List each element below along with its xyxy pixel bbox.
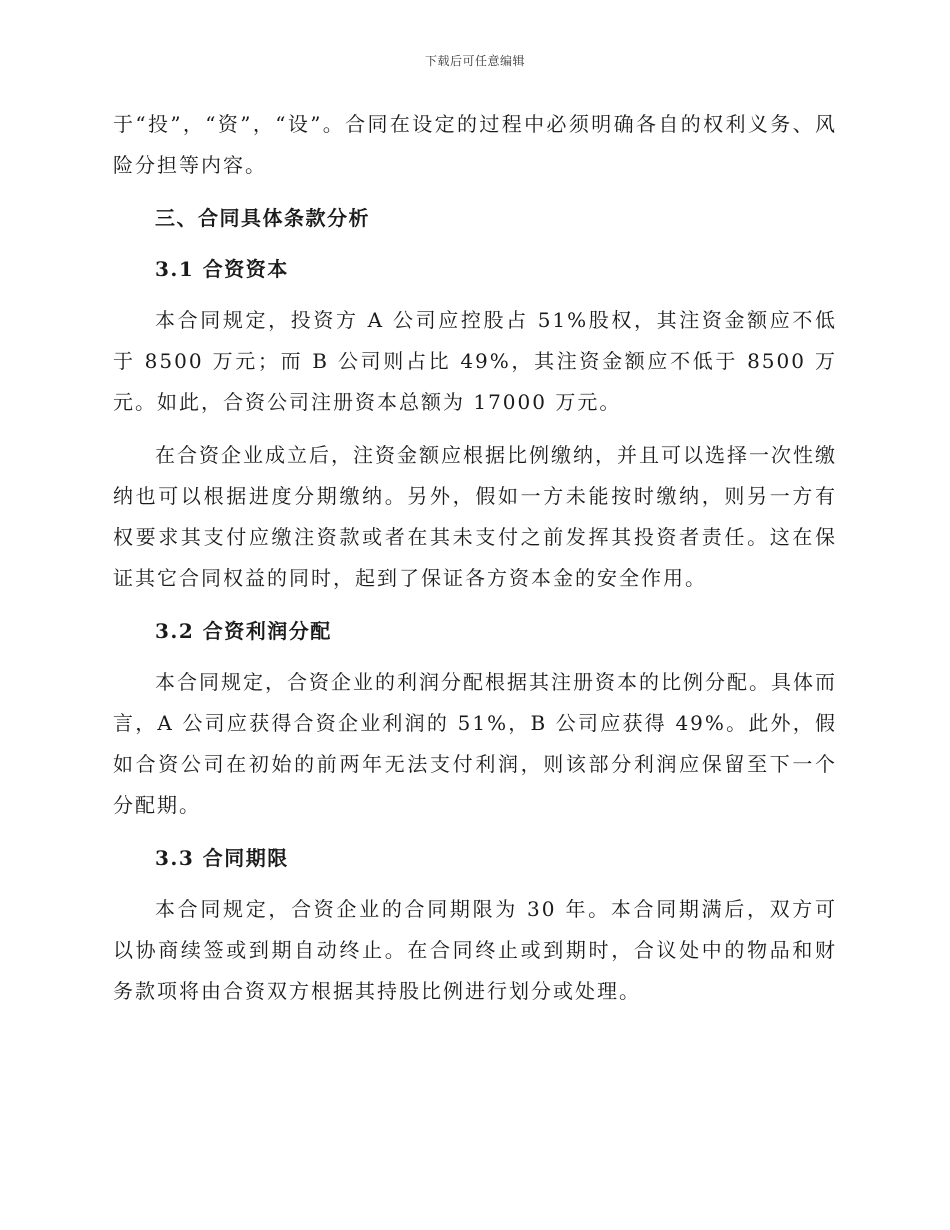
section-title: 三、合同具体条款分析 (155, 206, 370, 230)
subsection-title-capital: 3.1 合资资本 (155, 257, 289, 281)
paragraph-capital-2: 在合资企业成立后，注资金额应根据比例缴纳，并且可以选择一次性缴纳也可以根据进度分期缴纳。另外，假如一方未能按时缴纳，则另一方有权要求其支付应缴注资款或者在其未支付之前发挥其投资者责任。这在保证其它合同权益的同时，起到了保证各方资本金的安全作用。 (113, 443, 837, 590)
paragraph-capital-1: 本合同规定，投资方 A 公司应控股占 51%股权，其注资金额应不低于 8500 万元；而 B 公司则占比 49%，其注资金额应不低于 8500 万元。如此，合资公司注册资本总额为 17000 万元。 (113, 308, 837, 414)
page-header: 下载后可任意编辑 (424, 54, 525, 68)
document-body (113, 104, 837, 1024)
paragraph-term-1: 本合同规定，合资企业的合同期限为 30 年。本合同期满后，双方可以协商续签或到期自动终止。在合同终止或到期时，合议处中的物品和财务款项将由合资双方根据其持股比例进行划分或处理。 (113, 897, 837, 1003)
subsection-title-profit: 3.2 合资利润分配 (155, 619, 332, 643)
paragraph-profit-1: 本合同规定，合资企业的利润分配根据其注册资本的比例分配。具体而言，A 公司应获得合资企业利润的 51%，B 公司应获得 49%。此外，假如合资公司在初始的前两年无法支付利润，则该部分利润应保留至下一个分配期。 (113, 670, 837, 817)
intro-paragraph: 于“投”，“资”，“设”。合同在设定的过程中必须明确各自的权利义务、风险分担等内容。 (113, 112, 837, 177)
subsection-title-term: 3.3 合同期限 (155, 846, 289, 870)
